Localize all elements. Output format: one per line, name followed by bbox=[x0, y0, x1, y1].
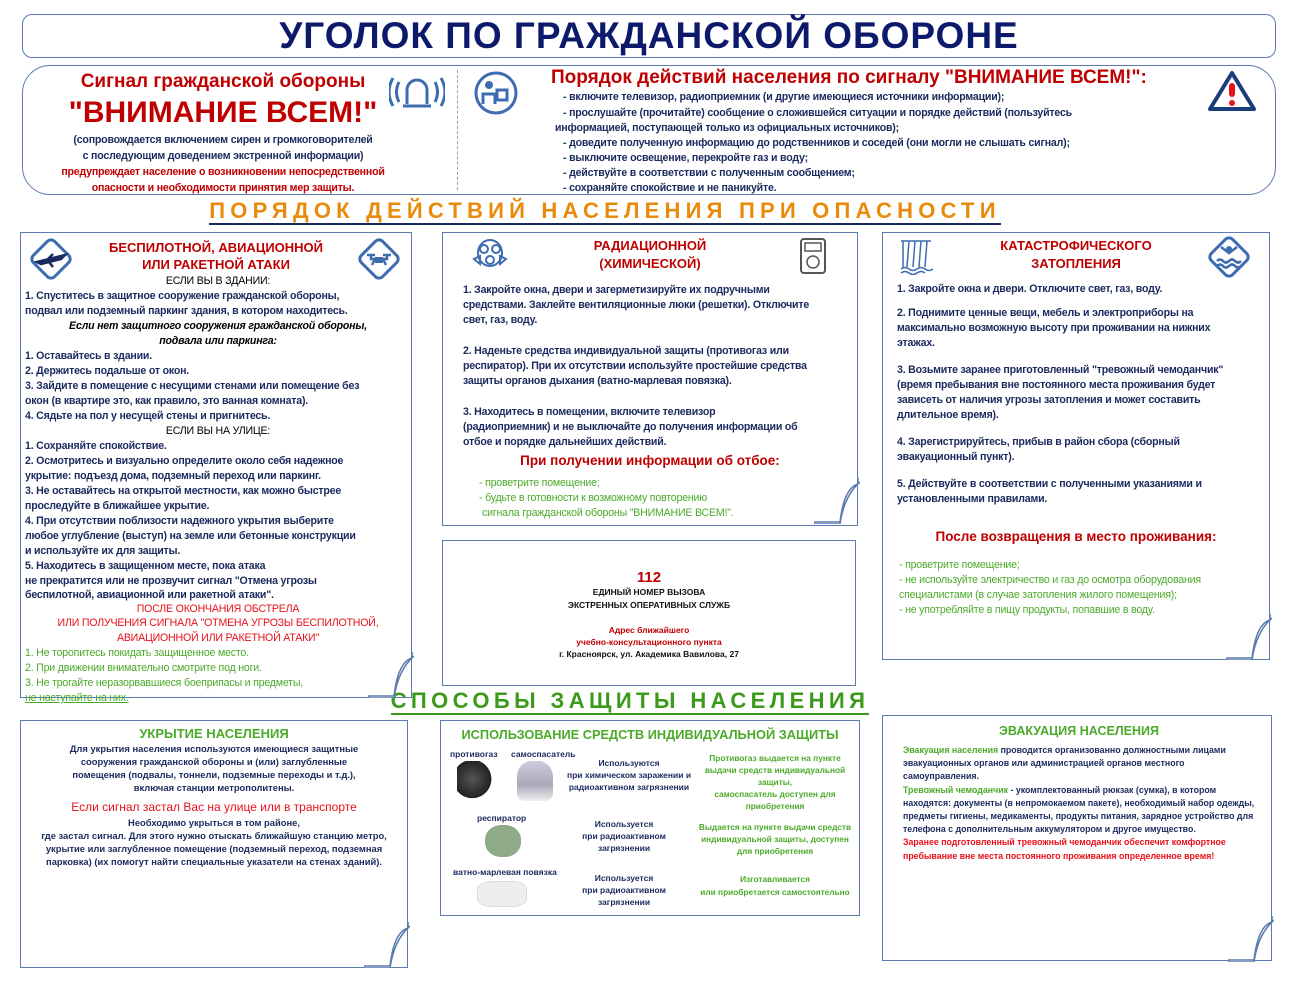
emergency-address: г. Красноярск, ул. Академика Вавилова, 27 bbox=[559, 649, 739, 659]
attack-card bbox=[20, 232, 412, 704]
text-line: при радиоактивном bbox=[582, 885, 666, 895]
text-line: при химическом заражении и bbox=[566, 770, 692, 780]
text-line: 2. Поднимите ценные вещи, мебель и электроприборы на bbox=[897, 307, 1194, 319]
flood-title-2: ЗАТОПЛЕНИЯ bbox=[1031, 256, 1121, 271]
radiation-after-heading: При получении информации об отбое: bbox=[520, 453, 780, 468]
signal-panel bbox=[22, 65, 1276, 195]
text-line: укрытие: подъезд дома, подземный переход или паркинг. bbox=[25, 470, 321, 482]
text-line: отбое и порядке дальнейших действий. bbox=[463, 436, 667, 448]
text-line: - не используйте электричество и газ до осмотра оборудования bbox=[899, 574, 1201, 586]
page-title: УГОЛОК ПО ГРАЖДАНСКОЙ ОБОРОНЕ bbox=[279, 15, 1019, 56]
shelter-card bbox=[20, 720, 408, 968]
text-line: Заранее подготовленный тревожный чемоданчик обеспечит комфортное пребывание вне места постоянного проживания определенное время! bbox=[903, 837, 1226, 861]
self-rescuer-image bbox=[517, 761, 553, 801]
text-line: - проветрите помещение; bbox=[479, 477, 600, 489]
text-line: 3. Не трогайте неразорвавшиеся боеприпасы и предметы, bbox=[25, 677, 303, 689]
page-curl-decoration bbox=[814, 478, 860, 524]
text-line: проводится организованно должностными лицами эвакуационных органов или администрацией органов местного самоуправления. bbox=[903, 745, 1226, 782]
text-line: длительное время). bbox=[897, 409, 999, 421]
text-line: (радиоприемник) и не выключайте до получения информации об bbox=[463, 421, 798, 433]
text-line: выдачи средств индивидуальной bbox=[704, 765, 846, 775]
text-line: 2. Осмотритесь и визуально определите около себя надежное bbox=[25, 455, 344, 467]
label-gas-mask: противогаз bbox=[450, 749, 498, 759]
text-line: Изготавливается bbox=[740, 874, 810, 884]
text-line: 4. Зарегистрируйтесь, прибыв в район сбора (сборный bbox=[897, 436, 1180, 448]
signal-warn-2: опасности и необходимости принятия мер защиты. bbox=[91, 182, 355, 194]
text-line: ЕДИНЫЙ НОМЕР ВЫЗОВА bbox=[592, 587, 706, 597]
text-line: приобретения bbox=[745, 801, 805, 811]
text-line: окон (в квартире это, как правило, это ванная комната). bbox=[25, 395, 309, 407]
radiation-title-1: РАДИАЦИОННОЙ bbox=[593, 238, 707, 253]
page-curl-decoration bbox=[1228, 916, 1274, 962]
text-line: парковка) (их помогут найти специальные указатели на стенах зданий). bbox=[46, 856, 382, 867]
order-heading: Порядок действий населения по сигналу "ВНИМАНИЕ ВСЕМ!": bbox=[551, 67, 1147, 88]
text-line: - не употребляйте в пищу продукты, попавшие в воду. bbox=[899, 604, 1155, 616]
text-line: Для укрытия населения используются имеющиеся защитные bbox=[69, 743, 359, 754]
text-line: 4. Сядьте на пол у несущей стены и пригнитесь. bbox=[25, 410, 271, 422]
text-line: 1. Закройте окна и двери. Отключите свет, газ, воду. bbox=[897, 283, 1163, 295]
attack-title-1: БЕСПИЛОТНОЙ, АВИАЦИОННОЙ bbox=[108, 240, 324, 255]
text-line: ЭКСТРЕННЫХ ОПЕРАТИВНЫХ СЛУЖБ bbox=[567, 600, 731, 610]
page-curl-decoration bbox=[1226, 614, 1272, 660]
signal-note-2: с последующим доведением экстренной информации) bbox=[82, 150, 364, 162]
text-line: беспилотной, авиационной или ракетной атаки". bbox=[25, 589, 274, 601]
radiation-title-2: (ХИМИЧЕСКОЙ) bbox=[599, 256, 701, 271]
flood-after-heading: После возвращения в место проживания: bbox=[935, 529, 1217, 544]
text-line: эвакуационный пункт). bbox=[897, 451, 1015, 463]
text-line: Выдается на пункте выдачи средств bbox=[698, 822, 852, 832]
text-line: этажах. bbox=[897, 337, 935, 349]
evac-term: Тревожный чемоданчик bbox=[903, 784, 1009, 795]
gas-mask-image bbox=[457, 761, 495, 801]
text-line: и используйте их для защиты. bbox=[25, 545, 181, 557]
radiation-card bbox=[442, 232, 858, 526]
respirator-image bbox=[485, 825, 521, 857]
text-line: укрытие или заглубленное помещение (подземный переход, подземная bbox=[45, 843, 383, 854]
text-line: Если нет защитного сооружения гражданской обороны, bbox=[69, 320, 367, 332]
text-line: проследуйте в ближайшее укрытие. bbox=[25, 500, 210, 512]
section-heading-protection: СПОСОБЫ ЗАЩИТЫ НАСЕЛЕНИЯ bbox=[390, 688, 870, 713]
text-line: Адрес ближайшего bbox=[608, 625, 690, 635]
text-line: загрязнении bbox=[597, 843, 651, 853]
text-line: установленными правилами. bbox=[897, 493, 1048, 505]
order-item: - доведите полученную информацию до родственников и соседей (они могли не слышать сигнал); bbox=[563, 137, 1070, 149]
text-line: любое углубление (выступ) на земле или бетонные конструкции bbox=[25, 530, 356, 542]
text-line: для приобретения bbox=[736, 846, 814, 856]
person-info-icon bbox=[469, 70, 523, 116]
text-line: - проветрите помещение; bbox=[899, 559, 1020, 571]
text-line: (время пребывания вне постоянного места проживания будет bbox=[897, 379, 1216, 391]
text-line: при радиоактивном bbox=[582, 831, 666, 841]
order-item: - выключите освещение, перекройте газ и воду; bbox=[563, 152, 808, 164]
text-line: свет, газ, воду. bbox=[463, 314, 538, 326]
flood-card bbox=[882, 232, 1270, 660]
text-line: не наступайте на них. bbox=[25, 692, 129, 704]
label-self-rescuer: самоспасатель bbox=[511, 749, 576, 759]
ppe-card bbox=[440, 720, 860, 916]
text-line: - будьте в готовности к возможному повторению bbox=[479, 492, 707, 504]
attack-title-2: ИЛИ РАКЕТНОЙ АТАКИ bbox=[142, 257, 290, 272]
text-line: где застал сигнал. Для этого нужно отыскать ближайшую станцию метро, bbox=[41, 830, 387, 841]
label-gauze-bandage: ватно-марлевая повязка bbox=[453, 867, 557, 877]
text-line: учебно-консультационного пункта bbox=[576, 637, 722, 647]
text-line: 1. Не торопитесь покидать защищенное место. bbox=[25, 647, 249, 659]
text-line: Необходимо укрыться в том районе, bbox=[128, 817, 300, 828]
text-line: 4. При отсутствии поблизости надежного укрытия выберите bbox=[25, 515, 334, 527]
page-curl-decoration bbox=[368, 652, 414, 698]
label-respirator: респиратор bbox=[477, 813, 527, 823]
text-line: Используется bbox=[594, 819, 654, 829]
signal-heading: Сигнал гражданской обороны bbox=[80, 71, 366, 92]
text-line: 2. При движении внимательно смотрите под ноги. bbox=[25, 662, 262, 674]
text-line: 1. Спуститесь в защитное сооружение гражданской обороны, bbox=[25, 290, 340, 302]
text-line: индивидуальной защиты, доступен bbox=[701, 834, 849, 844]
text-line: ПОСЛЕ ОКОНЧАНИЯ ОБСТРЕЛА bbox=[136, 603, 300, 615]
order-item: - прослушайте (прочитайте) сообщение о сложившейся ситуации и порядке действий (пользуйтесь bbox=[563, 107, 1072, 119]
text-line: - укомплектованный рюкзак (сумка), в котором находятся: документы (в непромокаемом пакете), необходимый набор одежды, предметы гигиены, медикаменты, продукты питания, зарядное устройство для телефона с дополнительным аккумулятором и другое имущество. bbox=[903, 784, 1255, 835]
text-line: самоспасатель доступен для bbox=[714, 789, 836, 799]
emergency-number: 112 bbox=[636, 569, 662, 586]
text-line: включая станции метрополитены. bbox=[133, 782, 295, 793]
text-line: 1. Оставайтесь в здании. bbox=[25, 350, 152, 362]
order-item: - сохраняйте спокойствие и не паникуйте. bbox=[563, 182, 777, 194]
title-bar bbox=[22, 14, 1276, 58]
text-line: 3. Не оставайтесь на открытой местности, как можно быстрее bbox=[25, 485, 342, 497]
text-line: 1. Закройте окна, двери и загерметизируйте их подручными bbox=[463, 284, 770, 296]
text-line: помещения (подвалы, тоннели, подземные переходы и т.д.), bbox=[72, 769, 356, 780]
section-heading-danger: ПОРЯДОК ДЕЙСТВИЙ НАСЕЛЕНИЯ ПРИ ОПАСНОСТИ bbox=[209, 198, 1001, 223]
text-line: АВИАЦИОННОЙ ИЛИ РАКЕТНОЙ АТАКИ" bbox=[116, 632, 320, 644]
text-line: 3. Возьмите заранее приготовленный "тревожный чемоданчик" bbox=[897, 364, 1224, 376]
signal-warn-1: предупреждает население о возникновении непосредственной bbox=[61, 166, 385, 178]
text-line: 2. Наденьте средства индивидуальной защиты (противогаз или bbox=[463, 345, 789, 357]
subheading-in-building: ЕСЛИ ВЫ В ЗДАНИИ: bbox=[165, 275, 271, 287]
signal-note-1: (сопровождается включением сирен и громкоговорителей bbox=[73, 134, 373, 146]
siren-icon bbox=[389, 72, 445, 112]
subheading-outside: ЕСЛИ ВЫ НА УЛИЦЕ: bbox=[165, 425, 271, 437]
text-line: максимально возможную высоту при проживании на нижних bbox=[897, 322, 1211, 334]
emergency-card bbox=[442, 540, 856, 686]
shelter-subheading: Если сигнал застал Вас на улице или в транспорте bbox=[71, 800, 357, 814]
evac-term: Эвакуация населения bbox=[903, 745, 999, 755]
text-line: сигнала гражданской обороны "ВНИМАНИЕ ВСЕМ!". bbox=[482, 507, 734, 519]
text-line: не прекратится или не прозвучит сигнал "Отмена угрозы bbox=[25, 575, 317, 587]
text-line: Используются bbox=[598, 758, 660, 768]
text-line: респиратор). При их отсутствии используйте простейшие средства bbox=[463, 360, 807, 372]
text-line: 1. Сохраняйте спокойствие. bbox=[25, 440, 167, 452]
text-line: специалистами (в случае затопления жилого помещения); bbox=[899, 589, 1177, 601]
text-line: 3. Зайдите в помещение с несущими стенами или помещение без bbox=[25, 380, 360, 392]
text-line: 5. Находитесь в защищенном месте, пока атака bbox=[25, 560, 266, 572]
text-line: загрязнении bbox=[597, 897, 651, 907]
text-line: 2. Держитесь подальше от окон. bbox=[25, 365, 190, 377]
text-line: радиоактивном загрязнении bbox=[568, 782, 690, 792]
text-line: 3. Находитесь в помещении, включите телевизор bbox=[463, 406, 716, 418]
order-item: информацией, поступающей только из официальных источников); bbox=[555, 122, 899, 134]
text-line: сооружения гражданской обороны и (или) заглубленные bbox=[80, 756, 348, 767]
text-line: зависеть от наличия угрозы затопления и может составить bbox=[897, 394, 1201, 406]
evacuation-card bbox=[882, 715, 1272, 961]
text-line: подвал или подземный паркинг здания, в котором находитесь. bbox=[25, 305, 348, 317]
text-line: подвала или паркинга: bbox=[159, 335, 277, 347]
evac-title: ЭВАКУАЦИЯ НАСЕЛЕНИЯ bbox=[999, 724, 1159, 738]
text-line: средствами. Заклейте вентиляционные люки (решетки). Отключите bbox=[463, 299, 810, 311]
text-line: 5. Действуйте в соответствии с полученными указаниями и bbox=[897, 478, 1202, 490]
warning-icon bbox=[1207, 70, 1257, 112]
text-line: ИЛИ ПОЛУЧЕНИЯ СИГНАЛА "ОТМЕНА УГРОЗЫ БЕСПИЛОТНОЙ, bbox=[57, 617, 379, 629]
page-curl-decoration bbox=[364, 922, 410, 968]
order-item: - действуйте в соответствии с полученным сообщением; bbox=[563, 167, 855, 179]
signal-name: "ВНИМАНИЕ ВСЕМ!" bbox=[68, 96, 378, 129]
ppe-title: ИСПОЛЬЗОВАНИЕ СРЕДСТВ ИНДИВИДУАЛЬНОЙ ЗАЩИТЫ bbox=[461, 727, 839, 742]
shelter-title: УКРЫТИЕ НАСЕЛЕНИЯ bbox=[139, 726, 289, 741]
text-line: защиты органов дыхания (ватно-марлевая повязка). bbox=[463, 375, 732, 387]
gauze-bandage-image bbox=[477, 881, 527, 907]
text-line: защиты, bbox=[757, 777, 793, 787]
order-item: - включите телевизор, радиоприемник (и другие имеющиеся источники информации); bbox=[563, 91, 1005, 103]
text-line: Противогаз выдается на пункте bbox=[709, 753, 841, 763]
flood-title-1: КАТАСТРОФИЧЕСКОГО bbox=[1000, 238, 1152, 253]
text-line: Используется bbox=[594, 873, 654, 883]
text-line: или приобретается самостоятельно bbox=[700, 887, 850, 897]
